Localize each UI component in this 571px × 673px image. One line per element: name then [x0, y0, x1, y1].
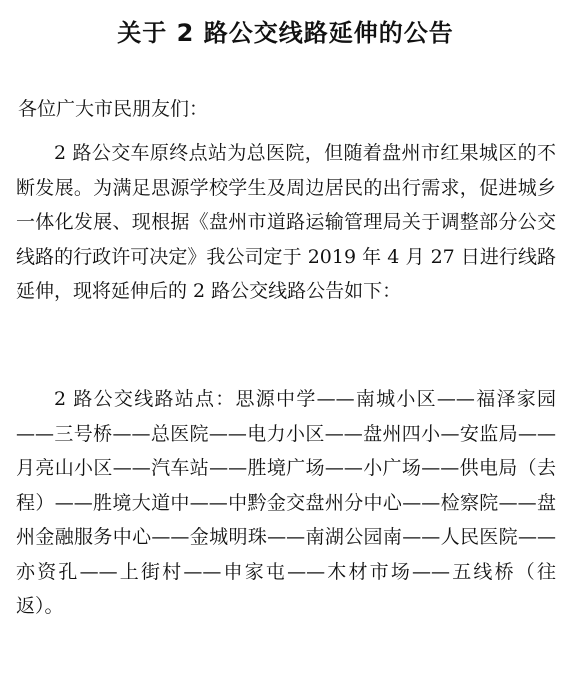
salutation: 各位广大市民朋友们：	[18, 98, 209, 120]
notice-title: 关于 2 路公交线路延伸的公告	[117, 19, 454, 47]
notice-paragraph-route-stops: 2 路公交线路站点：思源中学——南城小区——福泽家园——三号桥——总医院——电力小区——盘州四小—安监局——月亮山小区——汽车站——胜境广场——小广场——供电局（去程）——胜境大道中——中黔金交盘州分中心——检察院——盘州金融服务中心——金城明珠——南湖公园南——人民医院——亦资孔——上街村——申家屯——木材市场——五线桥（往返）。	[16, 388, 556, 617]
notice-paragraph-intro: 2 路公交车原终点站为总医院，但随着盘州市红果城区的不断发展。为满足思源学校学生及周边居民的出行需求，促进城乡一体化发展、现根据《盘州市道路运输管理局关于调整部分公交线路的行政许可决定》我公司定于 2019 年 4 月 27 日进行线路延伸，现将延伸后的 2 路公交线路公告如下：	[16, 142, 556, 302]
